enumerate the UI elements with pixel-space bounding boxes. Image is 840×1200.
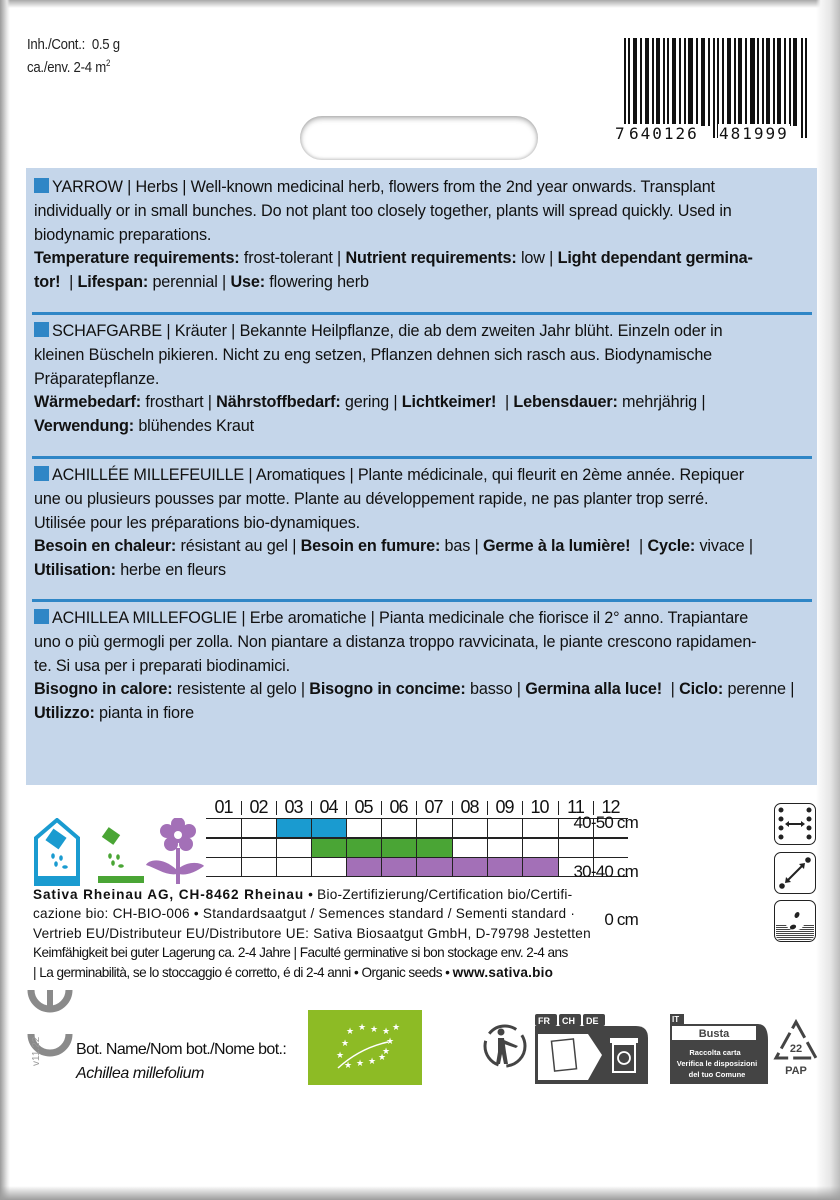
svg-text:★: ★: [382, 1027, 391, 1037]
spacing-label: 40-50 cm: [573, 813, 638, 832]
calendar-gridline: [416, 818, 417, 876]
greenhouse-sowing-icon: [36, 820, 78, 884]
outdoor-sowing-icon: [98, 827, 144, 883]
attr-label: Verwendung:: [34, 417, 134, 436]
calendar-gridline: [346, 818, 347, 876]
calendar-gridline: [276, 818, 277, 876]
svg-text:★: ★: [386, 1037, 395, 1047]
section-divider: [32, 312, 812, 315]
plant-spacing-icon: [774, 852, 816, 894]
section-marker-icon: [34, 466, 49, 481]
attr-label: Light dependant germina-: [557, 249, 753, 268]
attr-label: Lebensdauer:: [513, 393, 618, 412]
pap-label: PAP: [785, 1065, 807, 1077]
calendar-cell-flowering: [416, 857, 452, 876]
section-text: Utilisée pour les préparations bio-dynamiques.: [34, 513, 361, 532]
attr-label: Nährstoffbedarf:: [216, 393, 341, 412]
calendar-cell-flowering: [487, 857, 522, 876]
attr-label: Bisogno in calore:: [34, 680, 173, 699]
it-label: IT: [672, 1015, 680, 1024]
imprint-text: Keimfähigkeit bei guter Lagerung ca. 2-4 Jahre | Faculté germinative si bon stockage env. 2-4 ans: [33, 945, 568, 961]
imprint-text: Vertrieb EU/Distributeur EU/Distributore UE: Sativa Biosaatgut GmbH, D-79798 Jestetten: [33, 925, 591, 941]
month-label: 03: [284, 797, 303, 817]
section-english: [34, 176, 810, 295]
attr-label: Bisogno in concime:: [309, 680, 466, 699]
attr-label: Use:: [230, 273, 265, 292]
calendar-gridline: [241, 818, 242, 876]
svg-text:★: ★: [382, 1047, 391, 1057]
attr-value: perennial |: [148, 273, 231, 292]
area-label: ca./env.: [27, 59, 71, 76]
attr-label: Wärmebedarf:: [34, 393, 142, 412]
attr-value: flowering herb: [264, 273, 369, 292]
barcode-digit-prefix: 7: [615, 124, 625, 143]
area-unit-sup: 2: [105, 58, 111, 68]
calendar-cell-sow-indoor: [311, 818, 346, 837]
attr-value: frosthart |: [141, 393, 217, 412]
barcode-bars-icon: [624, 38, 812, 138]
it-text: del tuo Comune: [688, 1070, 746, 1079]
pap-number: 22: [789, 1043, 803, 1055]
section-french: [34, 464, 810, 583]
hang-hole: [300, 116, 538, 160]
calendar-gridline: [522, 818, 523, 876]
calendar-cell-flowering: [381, 857, 416, 876]
fr-ch-de-recycling-icon: [535, 1014, 648, 1084]
attribute-line: [34, 535, 810, 559]
country-code: CH: [562, 1016, 575, 1026]
svg-text:★: ★: [344, 1061, 353, 1071]
svg-text:★: ★: [346, 1027, 355, 1037]
imprint: [33, 885, 671, 982]
month-label: 02: [249, 797, 268, 817]
description-panel: [26, 168, 817, 785]
section-text: Präparatepflanze.: [34, 369, 160, 388]
attr-value: perenne |: [723, 680, 795, 699]
section-text: YARROW | Herbs | Well-known medicinal herb, flowers from the 2nd year onwards. Transplant: [52, 178, 715, 196]
attr-label: tor!: [34, 273, 61, 292]
area-value: 2-4 m: [73, 59, 106, 76]
attr-value: low |: [516, 249, 558, 268]
month-label: 07: [424, 797, 443, 817]
imprint-text: • Bio-Zertifizierung/Certification bio/Certifi-: [304, 887, 573, 902]
calendar-cell-flowering: [452, 857, 487, 876]
content-value: 0.5 g: [91, 36, 120, 53]
attr-value: vivace |: [695, 537, 753, 556]
calendar-cell-sow-indoor: [276, 818, 311, 837]
section-text: ACHILLÉE MILLEFEUILLE | Aromatiques | Plante médicinale, qui fleurit en 2ème année. Repiquer: [52, 466, 744, 484]
month-label: 05: [354, 797, 373, 817]
sowing-depth-icon: [774, 900, 816, 942]
attr-label: Germina alla luce!: [525, 680, 662, 699]
section-italian: [34, 607, 810, 726]
attr-label: Germe à la lumière!: [482, 537, 631, 556]
section-text: uno o più germogli per zolla. Non piantare a distanza troppo ravvicinata, le piante crescono rapidamen-: [34, 632, 757, 651]
month-label: 04: [319, 797, 338, 817]
flower-icon: [146, 818, 204, 884]
it-text: Verifica le disposizioni: [676, 1059, 758, 1068]
attr-value: basso |: [465, 680, 526, 699]
section-text: SCHAFGARBE | Kräuter | Bekannte Heilpflanze, die ab dem zweiten Jahr blüht. Einzeln oder in: [52, 322, 723, 340]
section-marker-icon: [34, 609, 49, 624]
barcode: [615, 38, 814, 143]
month-label: 09: [495, 797, 514, 817]
attr-value: |: [630, 537, 648, 556]
attr-value: resistente al gelo |: [172, 680, 310, 699]
section-text: kleinen Büscheln pikieren. Nicht zu eng setzen, Pflanzen dehnen sich rasch aus. Biodynamische: [34, 345, 713, 364]
attr-value: frost-tolerant |: [239, 249, 346, 268]
attr-value: gering |: [340, 393, 402, 412]
attr-value: résistant au gel |: [176, 537, 301, 556]
section-marker-icon: [34, 322, 49, 337]
section-text: ACHILLEA MILLEFOGLIE | Erbe aromatiche | Pianta medicinale che fiorisce il 2° anno. Trapiantare: [52, 609, 749, 627]
attr-value: bas |: [440, 537, 483, 556]
attr-value: herbe en fleurs: [115, 561, 226, 580]
italy-busta-icon: [670, 1014, 768, 1084]
attr-value: |: [496, 393, 514, 412]
eu-organic-logo-icon: [308, 1010, 422, 1085]
attr-value: mehrjährig |: [617, 393, 706, 412]
pap-22-recycle-icon: [776, 1022, 816, 1077]
botanical-name-label: Bot. Name/Nom bot./Nome bot.:: [76, 1041, 287, 1058]
svg-text:★: ★: [356, 1059, 365, 1069]
month-label: 10: [530, 797, 549, 817]
recycling-info: [480, 1010, 820, 1090]
spacing-label: 30-40 cm: [573, 862, 638, 881]
svg-text:★: ★: [341, 1039, 350, 1049]
svg-text:★: ★: [358, 1023, 367, 1033]
attr-label: Lichtkeimer!: [401, 393, 497, 412]
svg-text:★: ★: [370, 1025, 379, 1035]
packet-edge-left: [0, 0, 10, 1200]
attr-label: Ciclo:: [679, 680, 724, 699]
attribute-line: [34, 678, 810, 702]
attr-label: Cycle:: [647, 537, 696, 556]
attr-label: Besoin en fumure:: [300, 537, 441, 556]
attr-value: |: [60, 273, 78, 292]
attr-value: pianta in fiore: [94, 704, 194, 723]
attr-label: Besoin en chaleur:: [34, 537, 177, 556]
version-label: v11.22: [31, 1036, 42, 1066]
attr-label: Temperature requirements:: [34, 249, 240, 268]
month-label: 11: [567, 797, 584, 817]
section-german: [34, 320, 810, 439]
section-text: te. Si usa per i preparati biodinamici.: [34, 656, 290, 675]
attr-label: Nutrient requirements:: [345, 249, 517, 268]
attribute-line: [34, 271, 810, 295]
calendar-gridline: [452, 818, 453, 876]
barcode-digits-left: 640126: [629, 124, 699, 143]
svg-text:★: ★: [336, 1051, 345, 1061]
month-label: 12: [601, 797, 620, 817]
country-code: DE: [586, 1016, 599, 1026]
calendar-cell-sow-outdoor: [346, 837, 381, 856]
section-text: une ou plusieurs pousses par motte. Plante au développement rapide, ne pas planter trop serré.: [34, 489, 709, 508]
triman-icon: [485, 1026, 525, 1066]
section-divider: [32, 456, 812, 459]
barcode-digits-right: 481999: [719, 124, 789, 143]
svg-text:★: ★: [368, 1057, 377, 1067]
it-text: Raccolta carta: [689, 1048, 741, 1057]
content-info: [27, 35, 120, 77]
section-text: individually or in small bunches. Do not plant too closely together, plants will spread quickly. Used in: [34, 201, 732, 220]
calendar-gridline: [381, 818, 382, 876]
botanical-name: Achillea millefolium: [76, 1065, 205, 1082]
imprint-text: cazione bio: CH-BIO-006 • Standardsaatgut / Semences standard / Sementi standard ·: [33, 906, 576, 922]
content-label: Inh./Cont.:: [27, 36, 86, 53]
row-spacing-icon: [774, 803, 816, 845]
attribute-line: [34, 247, 810, 271]
attr-value: blühendes Kraut: [133, 417, 254, 436]
attr-value: |: [661, 680, 680, 699]
calendar-gridline: [311, 818, 312, 876]
it-title: Busta: [698, 1028, 730, 1040]
attribute-line: [34, 391, 810, 415]
attr-label: Lifespan:: [77, 273, 149, 292]
calendar-cell-sow-outdoor: [416, 837, 452, 856]
section-divider: [32, 599, 812, 602]
calendar-legend-icons: [34, 818, 214, 893]
calendar-cell-sow-outdoor: [311, 837, 346, 856]
svg-text:★: ★: [378, 1053, 387, 1063]
packet-edge-top: [0, 0, 840, 8]
attribute-line: [34, 702, 810, 726]
attr-label: Utilizzo:: [34, 704, 95, 723]
attr-label: Utilisation:: [34, 561, 116, 580]
packet-edge-bottom: [0, 1186, 840, 1200]
calendar-cell-flowering: [346, 857, 381, 876]
svg-text:★: ★: [392, 1023, 401, 1033]
section-marker-icon: [34, 178, 49, 193]
company-name: Sativa Rheinau AG, CH-8462 Rheinau: [33, 887, 305, 902]
country-code: FR: [538, 1016, 550, 1026]
month-label: 08: [460, 797, 479, 817]
attribute-line: [34, 559, 810, 583]
spacing-label: 0 cm: [604, 910, 638, 929]
month-label: 06: [389, 797, 408, 817]
calendar-cell-sow-outdoor: [381, 837, 416, 856]
calendar-gridline: [487, 818, 488, 876]
section-text: biodynamic preparations.: [34, 225, 212, 244]
attribute-line: [34, 415, 810, 439]
website-link[interactable]: www.sativa.bio: [452, 964, 554, 980]
month-label: 01: [214, 797, 233, 817]
imprint-text: | La germinabilità, se lo stoccaggio é corretto, é di 2-4 anni • Organic seeds •: [33, 964, 453, 980]
